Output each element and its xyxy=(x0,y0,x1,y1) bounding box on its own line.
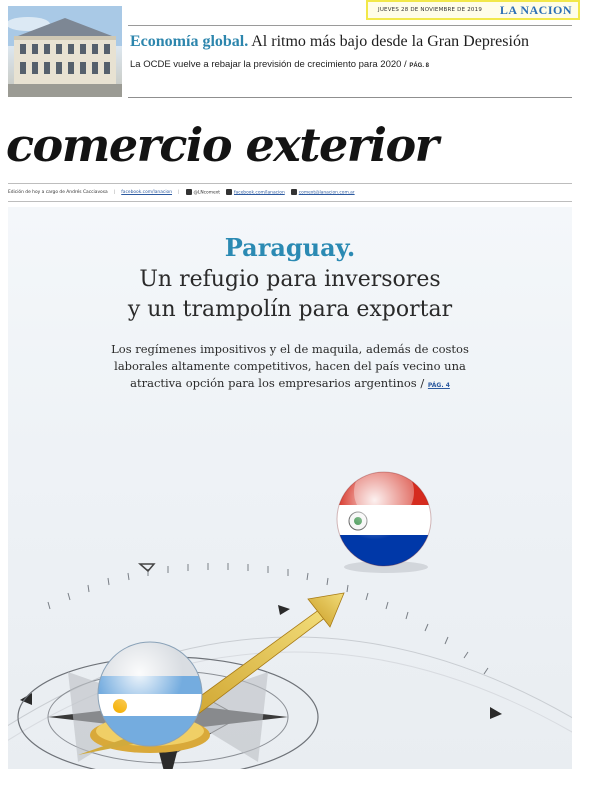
section-credits xyxy=(8,187,572,197)
paraguay-flag-sphere xyxy=(337,462,431,573)
teaser-page-ref[interactable]: PÁG. 8 xyxy=(409,63,430,69)
email-icon xyxy=(291,189,297,195)
feature-page-ref[interactable]: PÁG. 4 xyxy=(427,382,450,389)
feature-deck-text: Los regímenes impositivos y el de maquila, además de costos laborales altamente competitivos, hacen del país vecino una atractiva opción para los empresarios argentinos / xyxy=(111,342,469,390)
feature-deck xyxy=(90,341,490,394)
feature-title-line-2: y un trampolín para exportar xyxy=(127,297,453,322)
feature-story xyxy=(8,207,572,769)
twitter-handle[interactable] xyxy=(186,189,220,196)
teaser-deck-text: La OCDE vuelve a rebajar la previsión de crecimiento para 2020 / xyxy=(130,59,407,70)
masthead-logo: LA NACION xyxy=(499,2,572,17)
teaser-photo xyxy=(8,6,122,97)
teaser-title: Al ritmo más bajo desde la Gran Depresión xyxy=(251,33,529,50)
teaser-kicker: Economía global. xyxy=(130,33,249,50)
teaser-deck xyxy=(130,59,570,70)
date-masthead-box xyxy=(366,0,580,20)
editor-credit: Edición de hoy a cargo de Andrés Cacciavosa xyxy=(8,189,108,195)
twitter-icon xyxy=(186,189,192,195)
email-contact[interactable] xyxy=(291,189,355,196)
feature-title[interactable] xyxy=(8,265,572,325)
feature-kicker: Paraguay. xyxy=(224,233,356,262)
issue-date: JUEVES 28 DE NOVIEMBRE DE 2019 xyxy=(378,7,483,13)
email-text: comext@lanacion.com.ar xyxy=(298,190,355,196)
teaser-bottom-rule xyxy=(128,97,572,98)
feature-title-line-1: Un refugio para inversores xyxy=(139,267,441,292)
facebook-contact[interactable] xyxy=(226,189,285,196)
facebook-text: facebook.com/lanacion xyxy=(233,190,285,196)
argentina-flag-sphere xyxy=(98,642,202,746)
credits-bottom-rule xyxy=(8,201,572,202)
credit-separator: | xyxy=(113,189,116,195)
section-title: comercio exterior xyxy=(6,118,438,172)
teaser-headline[interactable] xyxy=(130,33,575,51)
facebook-link[interactable]: facebook.com/lanacion xyxy=(121,189,173,195)
building-image xyxy=(8,6,122,97)
twitter-text: @LNcomext xyxy=(193,190,220,196)
facebook-icon xyxy=(226,189,232,195)
teaser-top-rule xyxy=(128,25,572,26)
credits-top-rule xyxy=(8,183,572,184)
credit-separator: | xyxy=(178,189,180,195)
